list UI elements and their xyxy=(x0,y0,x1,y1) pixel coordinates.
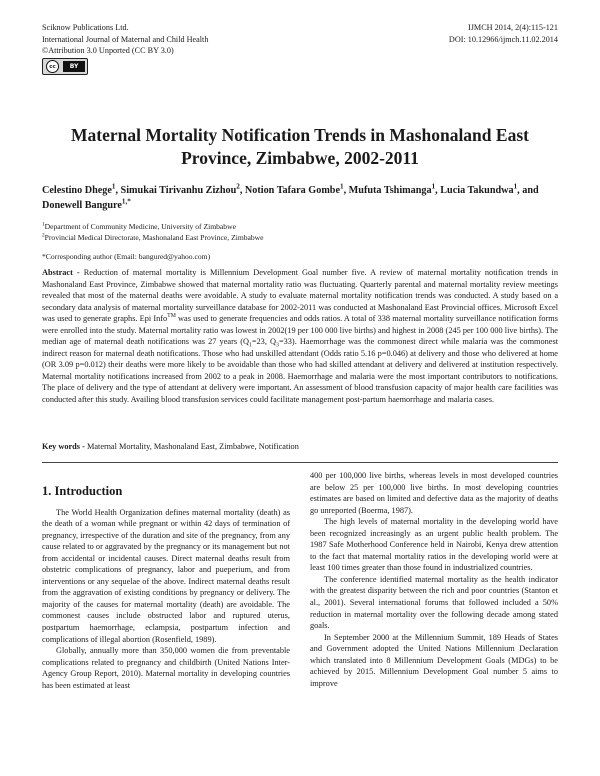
citation: IJMCH 2014, 2(4):115-121 xyxy=(468,23,558,32)
paragraph: Globally, annually more than 350,000 women die from preventable complications related to pregnancy and childbirth (United Nations Inter-Agency Group Report, 2010). Maternal mortality in developing countries has been estimated at least xyxy=(42,646,290,690)
affiliation-item: $^1$Department of Community Medicine, University of Zimbabwe xyxy=(42,221,236,231)
license-text: ©Attribution 3.0 Unported (CC BY 3.0) xyxy=(42,46,174,55)
author-affiliation-mark: 1 xyxy=(111,182,116,191)
journal-header-left xyxy=(42,22,208,57)
author-affiliation-mark: 2 xyxy=(236,182,240,191)
author-name: Celestino Dhege xyxy=(42,185,112,196)
cc-logo-icon: cc xyxy=(46,60,59,73)
journal-name: International Journal of Maternal and Child Health xyxy=(42,34,209,44)
column-left xyxy=(42,470,290,691)
author-name: Mufuta Tshimanga xyxy=(348,185,432,196)
author-affiliation-mark: 1,* xyxy=(121,197,131,206)
affiliations xyxy=(42,222,264,243)
author-affiliation-mark: 1 xyxy=(513,182,518,191)
paragraph: 400 per 100,000 live births, whereas levels in most developed countries are below 25 per 100,000 live births. In most developing countries estimates are based on limited and defective data as the majority of deaths go unreported (Boerma, 1987). xyxy=(310,471,558,515)
paragraph: The World Health Organization defines maternal mortality (death) as the death of a woman while pregnant or within 42 days of termination of pregnancy, irrespective of the duration and site of the pregnancy, from any cause related to or aggravated by the pregnancy or its management but not from accidental or incidental causes. Direct maternal deaths result from obstetric complications of pregnancy, labor and pueperium, and from interventions or any sequelae of the above. Indirect maternal deaths result from the aggravation of existing conditions by pregnancy or delivery. The majority of the causes for maternal mortality (death) are avoidable. The commonest causes include obstructed labor and ruptured uterus, postpartum haemorrhage, eclampsia, postpartum infection and complications of illegal abortion (Rosenfield, 1989). xyxy=(42,507,290,644)
section-divider xyxy=(42,462,558,463)
section-heading: 1. Introduction xyxy=(42,484,123,498)
author-name: Notion Tafara Gombe xyxy=(244,185,340,196)
doi: DOI: 10.12966/ijmch.11.02.2014 xyxy=(448,34,558,44)
author-name: Donewell Bangure xyxy=(42,200,122,211)
column-right xyxy=(310,470,558,689)
author-name: Simukai Tirivanhu Zizhou xyxy=(120,185,237,196)
cc-by-license-icon[interactable] xyxy=(42,58,88,75)
author-list: Celestino Dhege$^1$, Simukai Tirivanhu Zizhou$^2$, Notion Tafara Gombe$^1$, Mufuta Tshimanga$^1$, Lucia Takundwa$^1$, and Donewell Bangure$^{1,*}$ xyxy=(42,182,539,211)
keywords: Key words - Maternal Mortality, Mashonaland East, Zimbabwe, Notification xyxy=(42,442,299,451)
by-attribution-icon: BY xyxy=(63,61,85,72)
paragraph: The conference identified maternal mortality as the health indicator with the greatest disparity between the rich and poor countries (Stanton et al., 2001). Several international forums that followed included a 50% reduction in maternal mortality over the following decade among stated goals. xyxy=(310,574,558,631)
journal-header-right xyxy=(449,22,558,45)
abstract-label: Abstract - xyxy=(42,268,80,277)
author-affiliation-mark: 1 xyxy=(431,182,436,191)
author-name: Lucia Takundwa xyxy=(440,185,514,196)
paper-title: Maternal Mortality Notification Trends in Mashonaland East Province, Zimbabwe, 2002-2011 xyxy=(71,125,529,168)
abstract: Abstract - Reduction of maternal mortality is Millennium Development Goal number five. A review of maternal mortality notification trends in Mashonaland East Province, Zimbabwe showed that maternal mortality ratio was fluctuating. Quarterly parental and maternal mortality review meetings revealed that most of the maternal deaths were avoidable. A study to evaluate maternal mortality notification trends was conducted. A study based on a secondary data analysis of maternal mortality surveillance database for 2002-2011 was conducted at Mashonaland East Provincial offices. Microsoft Excel was used to generate graphs. Epi Info™ was used to generate frequencies and odds ratios. A total of 338 maternal mortality surveillance notification forms were enrolled into the study. Maternal mortality ratio was lowest in 2002(19 per 100 000 live births) and highest in 2008 (245 per 100 000 live births). The median age of maternal death notifications was 27 years ($Q_1=23$, $Q_3=33$). Haemorrhage was the commonest direct while malaria was the commonest indirect reason for maternal death notifications. Those who had unskilled attendant (Odds ratio 5.16 p=0.046) at delivery and those who delivered at home (OR 3.09 p=0.012) their deaths were more likely to be avoidable than those who had skilled attendant at delivery and delivered at institution respectively. Maternal mortality notifications increased from 2002 to a peak in 2008. Haemorrhage and malaria were the most important contributors to notifications. The place of delivery and the type of attendant at delivery were important. An assessment of blood transfusion capacity of major health care facilities was conducted after this study. Availing blood transfusion services could facilitate management post-partum haemorrhage and malaria cases. xyxy=(42,268,559,405)
publisher-name: Sciknow Publications Ltd. xyxy=(42,23,129,32)
paragraph: In September 2000 at the Millennium Summit, 189 Heads of States and Government adopted the United Nations Millennium Declaration which translated into 8 Millennium Development Goals (MDGs) to be achieved by 2015. Millennium Development Goal number 5 aims to improve xyxy=(310,632,558,688)
affiliation-item: $^2$Provincial Medical Directorate, Mashonaland East Province, Zimbabwe xyxy=(42,231,264,242)
keywords-label: Key words - xyxy=(42,442,85,451)
author-affiliation-mark: 1 xyxy=(340,182,344,191)
corresponding-author: *Corresponding author (Email: bangured@yahoo.com) xyxy=(42,252,211,261)
paragraph: The high levels of maternal mortality in the developing world have been recognized increasingly as an urgent public health problem. The 1987 Safe Motherhood Conference held in Nairobi, Kenya drew attention to the fact that maternal mortality ratios in the developing world were at least 100 times greater than those found in industrialized countries. xyxy=(310,517,558,573)
